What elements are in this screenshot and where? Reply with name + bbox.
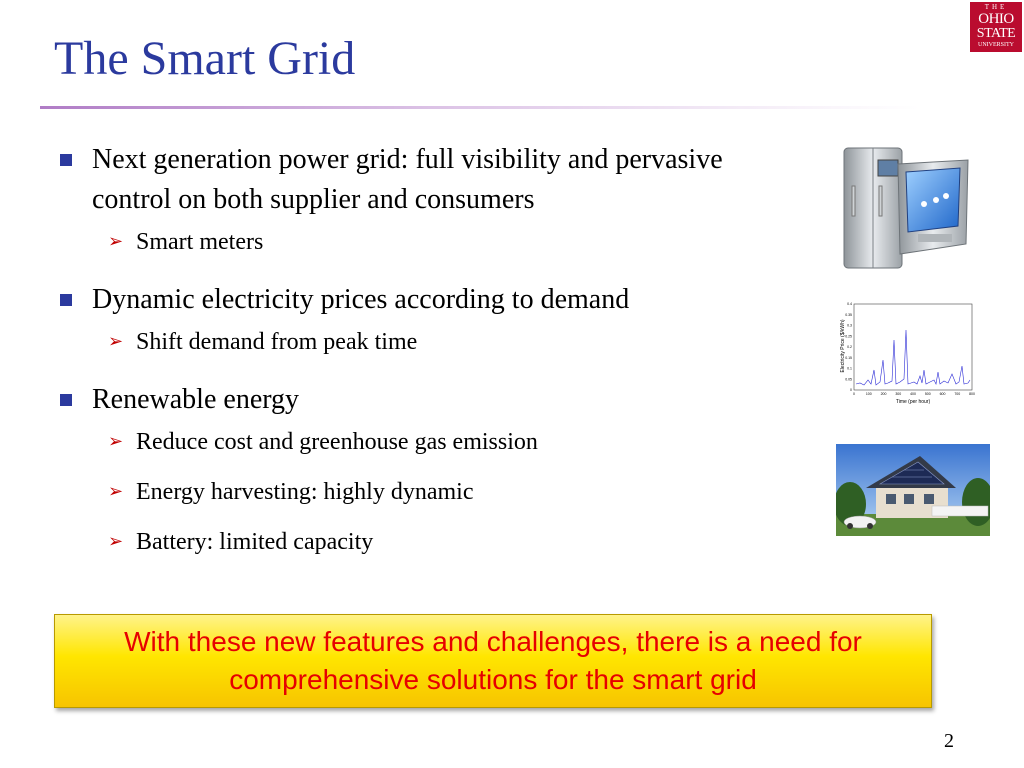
logo-line-3: STATE (976, 26, 1016, 41)
price-chart-xtick: 800 (969, 392, 975, 396)
price-chart-ytick: 0.1 (847, 366, 852, 371)
price-chart-xtick: 100 (865, 392, 872, 396)
price-chart-ytick: 0.25 (845, 334, 852, 339)
bullet-item (56, 140, 796, 220)
callout-text: With these new features and challenges, there is a need for comprehensive solutions for the smart grid (124, 626, 862, 695)
arrow-bullet-icon: ➢ (108, 231, 124, 252)
square-bullet-icon (60, 394, 72, 406)
price-chart-xtick: 300 (895, 392, 902, 396)
callout-box (54, 614, 932, 708)
price-chart-xtick: 200 (880, 392, 887, 396)
price-chart-ytick: 0.15 (845, 355, 852, 360)
logo-line-4: UNIVERSITY (978, 42, 1014, 48)
bullet-item (56, 380, 796, 420)
bullet-item (56, 280, 796, 320)
price-chart-ytick: 0.35 (845, 312, 852, 317)
university-logo (970, 2, 1022, 52)
price-chart-xtick: 400 (910, 392, 916, 396)
price-chart-xtick: 700 (954, 392, 961, 396)
price-chart-ylabel: Electricity Price ($/kWh) (840, 319, 846, 373)
logo-line-2: OHIO (978, 11, 1014, 27)
square-bullet-icon (60, 154, 72, 166)
page-number: 2 (944, 730, 954, 752)
sub-bullet-text: Energy harvesting: highly dynamic (136, 479, 474, 505)
price-chart-xlabel: Time (per hour) (895, 399, 931, 404)
square-bullet-icon (60, 294, 72, 306)
sub-bullet-item (56, 226, 796, 258)
arrow-bullet-icon: ➢ (108, 481, 124, 502)
sub-bullet-text: Smart meters (136, 229, 264, 255)
price-chart-ytick: 0.3 (847, 323, 852, 328)
smart-fridge-image (840, 146, 972, 270)
bullet-text: Renewable energy (92, 384, 300, 415)
arrow-bullet-icon: ➢ (108, 531, 124, 552)
bullet-list (56, 140, 796, 558)
price-chart-ytick: 0 (850, 388, 852, 393)
price-chart-xtick: 600 (939, 392, 946, 396)
sub-bullet-item (56, 426, 796, 458)
bullet-text: Next generation power grid: full visibility and pervasive control on both supplier and consumers (92, 144, 723, 215)
sub-bullet-text: Battery: limited capacity (136, 529, 374, 555)
electricity-price-chart-image (838, 300, 976, 404)
slide-title: The Smart Grid (54, 32, 356, 85)
bullet-text: Dynamic electricity prices according to demand (92, 284, 630, 315)
sub-bullet-item (56, 476, 796, 508)
price-chart-ytick: 0.2 (847, 345, 852, 350)
sub-bullet-item (56, 526, 796, 558)
solar-house-image (836, 444, 990, 536)
price-chart-xtick: 0 (853, 392, 855, 396)
arrow-bullet-icon: ➢ (108, 331, 124, 352)
sub-bullet-text: Shift demand from peak time (136, 329, 418, 355)
price-chart-ytick: 0.4 (847, 302, 852, 307)
price-chart-ytick: 0.05 (845, 377, 852, 382)
price-chart-xtick: 500 (924, 392, 931, 396)
arrow-bullet-icon: ➢ (108, 431, 124, 452)
sub-bullet-item (56, 326, 796, 358)
sub-bullet-text: Reduce cost and greenhouse gas emission (136, 429, 538, 455)
title-divider (40, 106, 920, 109)
logo-line-1: THE (984, 3, 1008, 11)
